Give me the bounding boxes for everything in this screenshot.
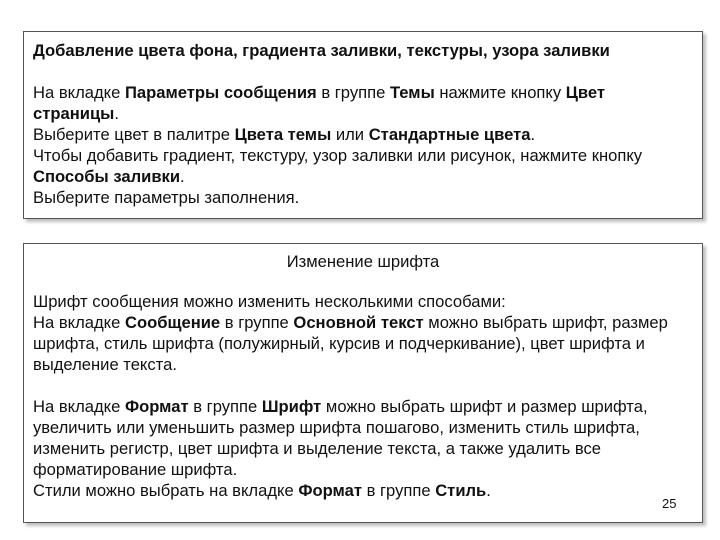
text-run: или (331, 125, 369, 144)
bold-term: Стандартные цвета (368, 125, 531, 144)
box2-paragraph-1 (33, 291, 693, 312)
background-color-instructions-box (23, 31, 703, 219)
box2-paragraph-3 (33, 396, 693, 480)
bold-term: Цвет страницы (33, 83, 606, 123)
text-run: На вкладке (33, 313, 125, 332)
bold-term: Основной текст (293, 313, 424, 332)
text-run: в группе (316, 83, 390, 102)
text-run: На вкладке (33, 83, 125, 102)
box1-paragraph-4 (33, 187, 693, 208)
box1-paragraph-1 (33, 82, 693, 124)
font-change-instructions-box (23, 243, 703, 523)
text-run: в группе (188, 397, 262, 416)
bold-term: Цвета темы (234, 125, 332, 144)
text-run: . (114, 104, 119, 123)
box1-paragraph-2 (33, 124, 693, 145)
bold-term: Стиль (435, 481, 487, 500)
box1-title: Добавление цвета фона, градиента заливки, текстуры, узора заливки (33, 41, 610, 60)
text-run: можно выбрать шрифт, размер шрифта, стиль шрифта (полужирный, курсив и подчеркивание), цвет шрифта и выделение текста. (33, 313, 668, 374)
bold-term: Способы заливки (33, 167, 181, 186)
bold-term: Параметры сообщения (124, 83, 317, 102)
box2-title: Изменение шрифта (286, 252, 440, 271)
box2-paragraph-2 (33, 312, 693, 375)
text-run: в группе (220, 313, 294, 332)
bold-term: Сообщение (124, 313, 221, 332)
bold-term: Формат (124, 397, 189, 416)
text-run: Шрифт сообщения можно изменить несколькими способами: (33, 292, 506, 311)
text-run: Стили можно выбрать на вкладке (33, 481, 299, 500)
bold-term: Формат (298, 481, 362, 500)
box1-paragraph-3 (33, 145, 693, 187)
text-run: можно выбрать шрифт и размер шрифта, увеличить или уменьшить размер шрифта пошагово, изменить стиль шрифта, изменить регистр, цвет шрифта и выделение текста, а также удалить все форматирование шрифта. (33, 397, 648, 479)
text-run: Выберите цвет в палитре (33, 125, 235, 144)
page-number: 25 (662, 496, 677, 511)
text-run: Выберите параметры заполнения. (33, 188, 300, 207)
box2-paragraph-4 (33, 480, 693, 501)
bold-term: Шрифт (261, 397, 322, 416)
text-run: в группе (361, 481, 436, 500)
text-run: . (530, 125, 536, 144)
text-run: . (486, 481, 491, 500)
text-run: нажмите кнопку (434, 83, 566, 102)
text-run: На вкладке (33, 397, 125, 416)
bold-term: Темы (389, 83, 435, 102)
text-run: . (180, 167, 185, 186)
text-run: Чтобы добавить градиент, текстуру, узор заливки или рисунок, нажмите кнопку (33, 146, 643, 165)
